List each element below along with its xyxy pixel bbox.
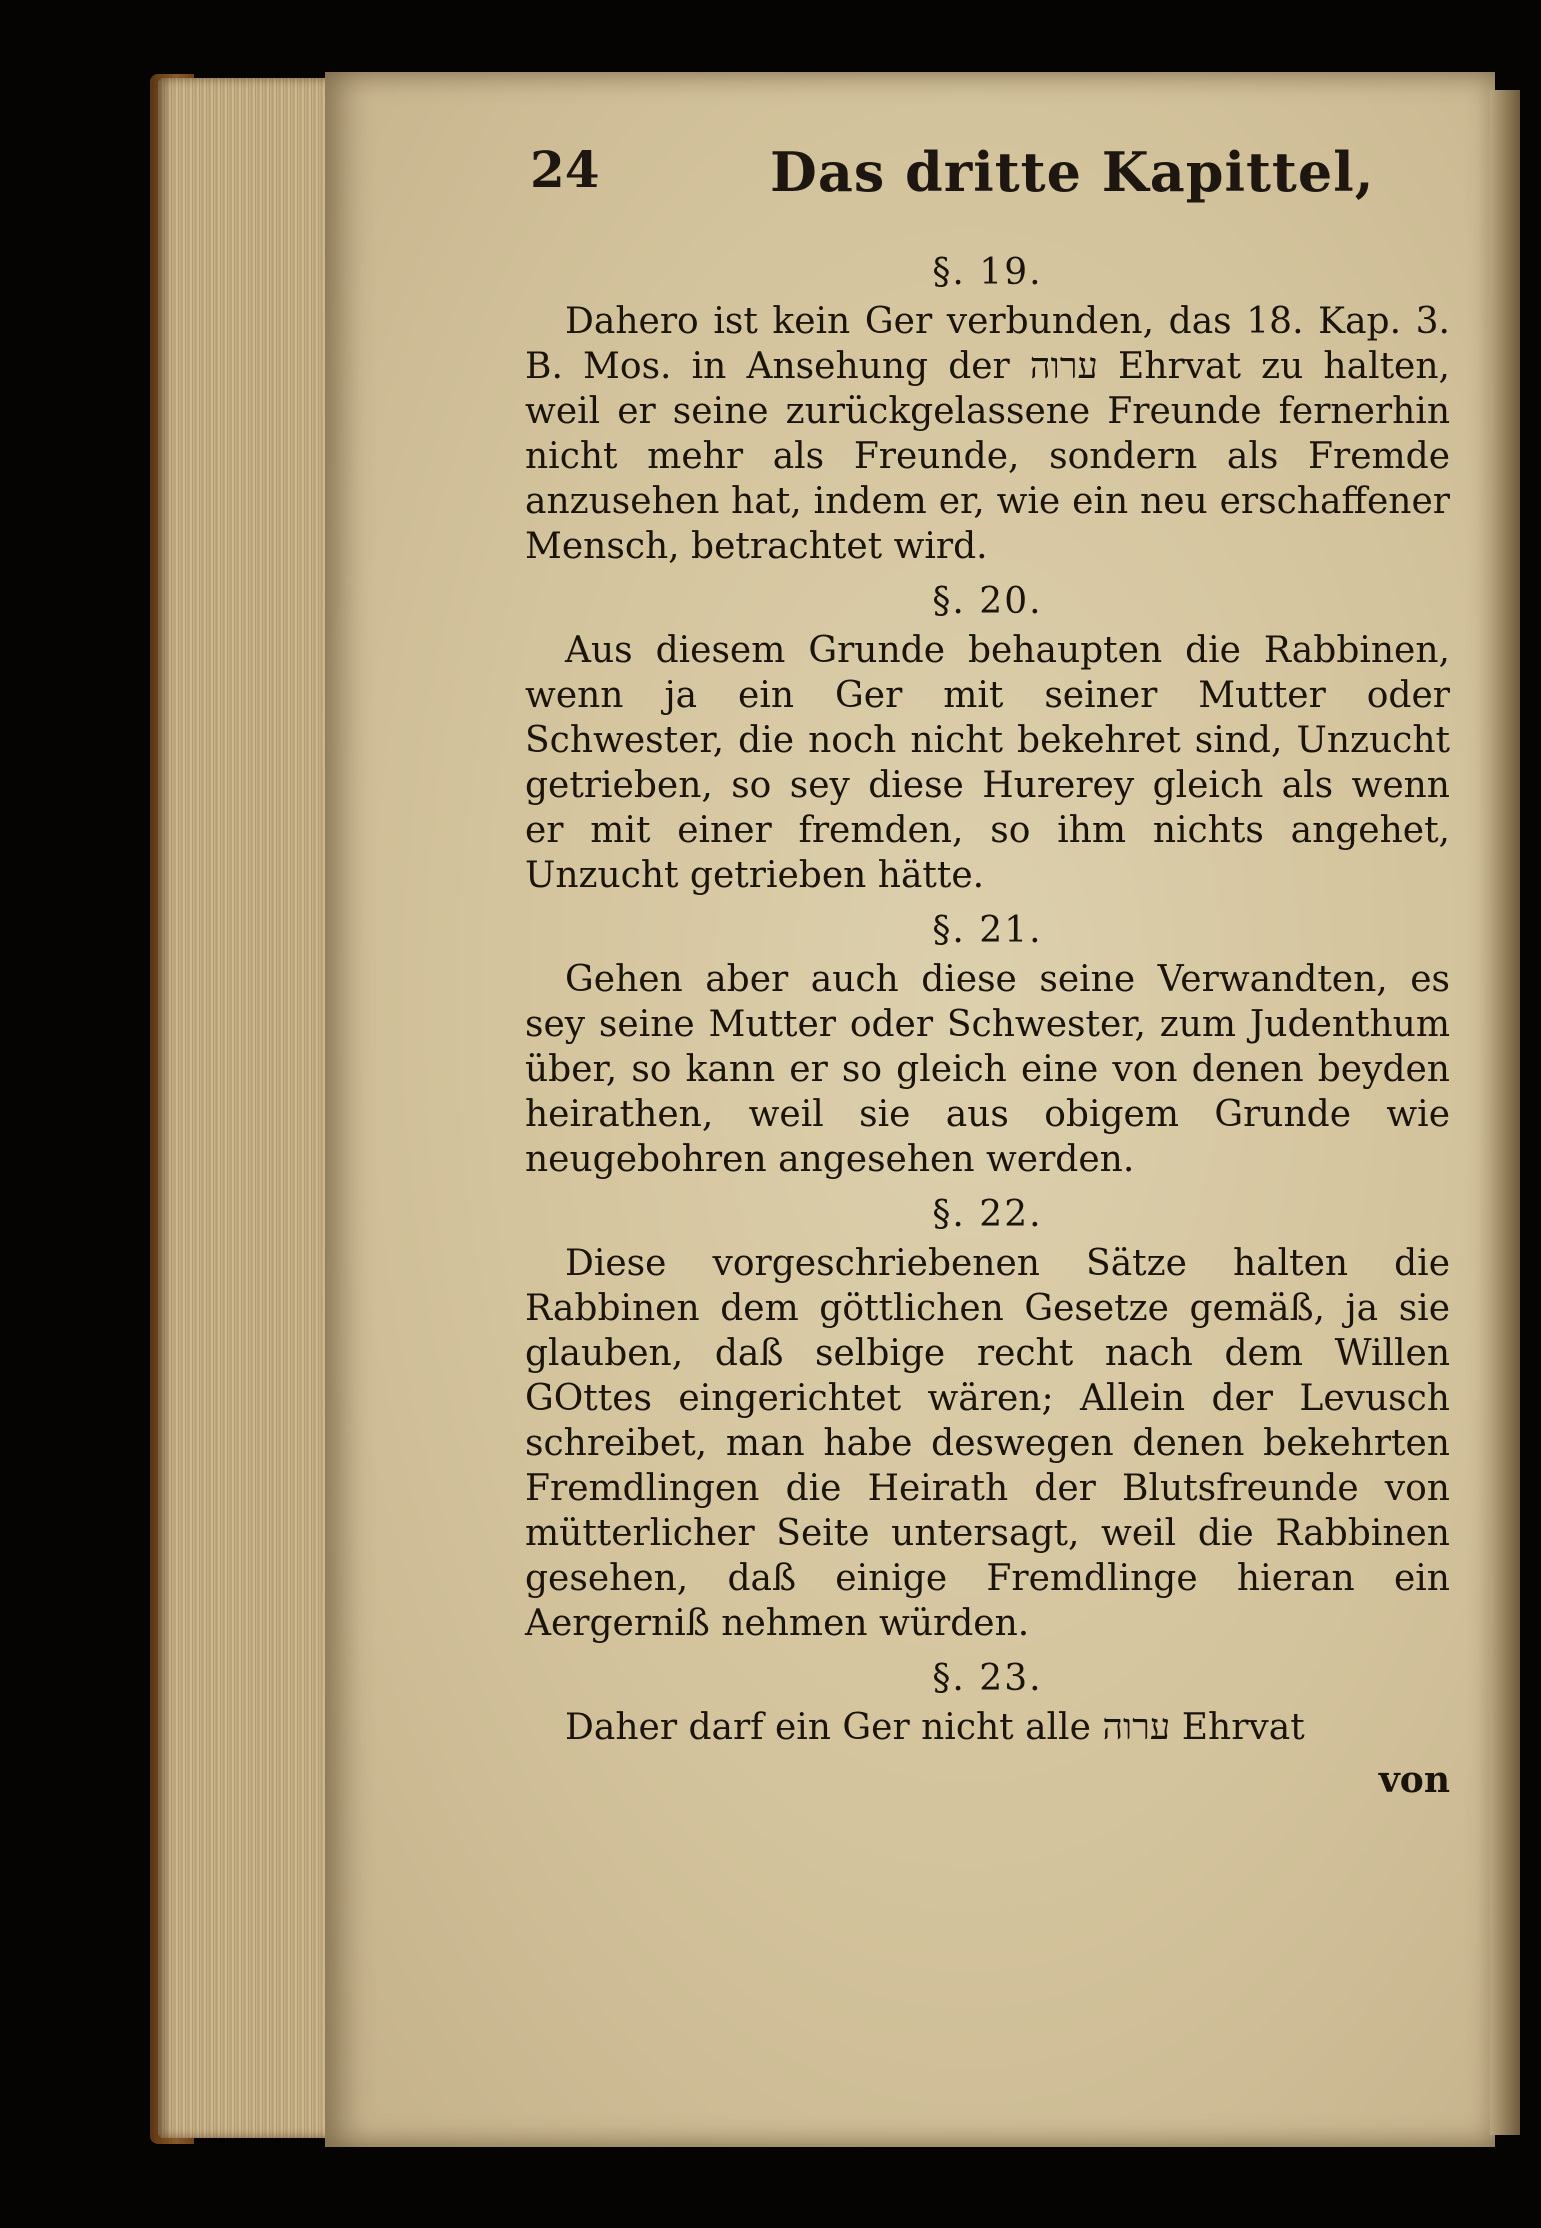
running-head: Das dritte Kapittel, bbox=[770, 140, 1375, 204]
facing-page-edge bbox=[1490, 90, 1520, 2135]
section-heading: §. 22. bbox=[932, 1194, 1043, 1235]
section-heading: §. 19. bbox=[932, 252, 1043, 293]
section-heading: §. 21. bbox=[932, 910, 1043, 951]
page-number: 24 bbox=[530, 140, 600, 199]
page-header bbox=[530, 140, 1450, 220]
catchword: von bbox=[1378, 1759, 1450, 1801]
section-paragraph: Daher darf ein Ger nicht alle ערוה Ehrvat bbox=[565, 1707, 1305, 1748]
section-paragraph: Dahero ist kein Ger verbunden, das 18. Kap. 3. B. Mos. in Ansehung der ערוה Ehrvat zu halten, weil er seine zurückgelassene Freunde fernerhin nicht mehr als Freunde, sondern als Fremde anzusehen hat, indem er, wie ein neu erschaffener Mensch, betrachtet wird. bbox=[525, 301, 1450, 567]
section-paragraph: Gehen aber auch diese seine Verwandten, es sey seine Mutter oder Schwester, zum Judenthum über, so kann er so gleich eine von denen beyden heirathen, weil sie aus obigem Grunde wie neugebohren angesehen werden. bbox=[525, 959, 1450, 1180]
page-edges bbox=[158, 78, 338, 2138]
section-paragraph: Diese vorgeschriebenen Sätze halten die Rabbinen dem göttlichen Gesetze gemäß, ja sie glauben, daß selbige recht nach dem Willen GOttes eingerichtet wären; Allein der Levusch schreibet, man habe deswegen denen bekehrten Fremdlingen die Heirath der Blutsfreunde von mütterlicher Seite untersagt, weil die Rabbinen gesehen, daß einige Fremdlinge hieran ein Aergerniß nehmen würden. bbox=[525, 1243, 1450, 1644]
body-text bbox=[525, 240, 1450, 1803]
section-heading: §. 23. bbox=[932, 1658, 1043, 1699]
section-heading: §. 20. bbox=[932, 581, 1043, 622]
section-paragraph: Aus diesem Grunde behaupten die Rabbinen, wenn ja ein Ger mit seiner Mutter oder Schwester, die noch nicht bekehret sind, Unzucht getrieben, so sey diese Hurerey gleich als wenn er mit einer fremden, so ihm nichts angehet, Unzucht getrieben hätte. bbox=[525, 630, 1450, 896]
